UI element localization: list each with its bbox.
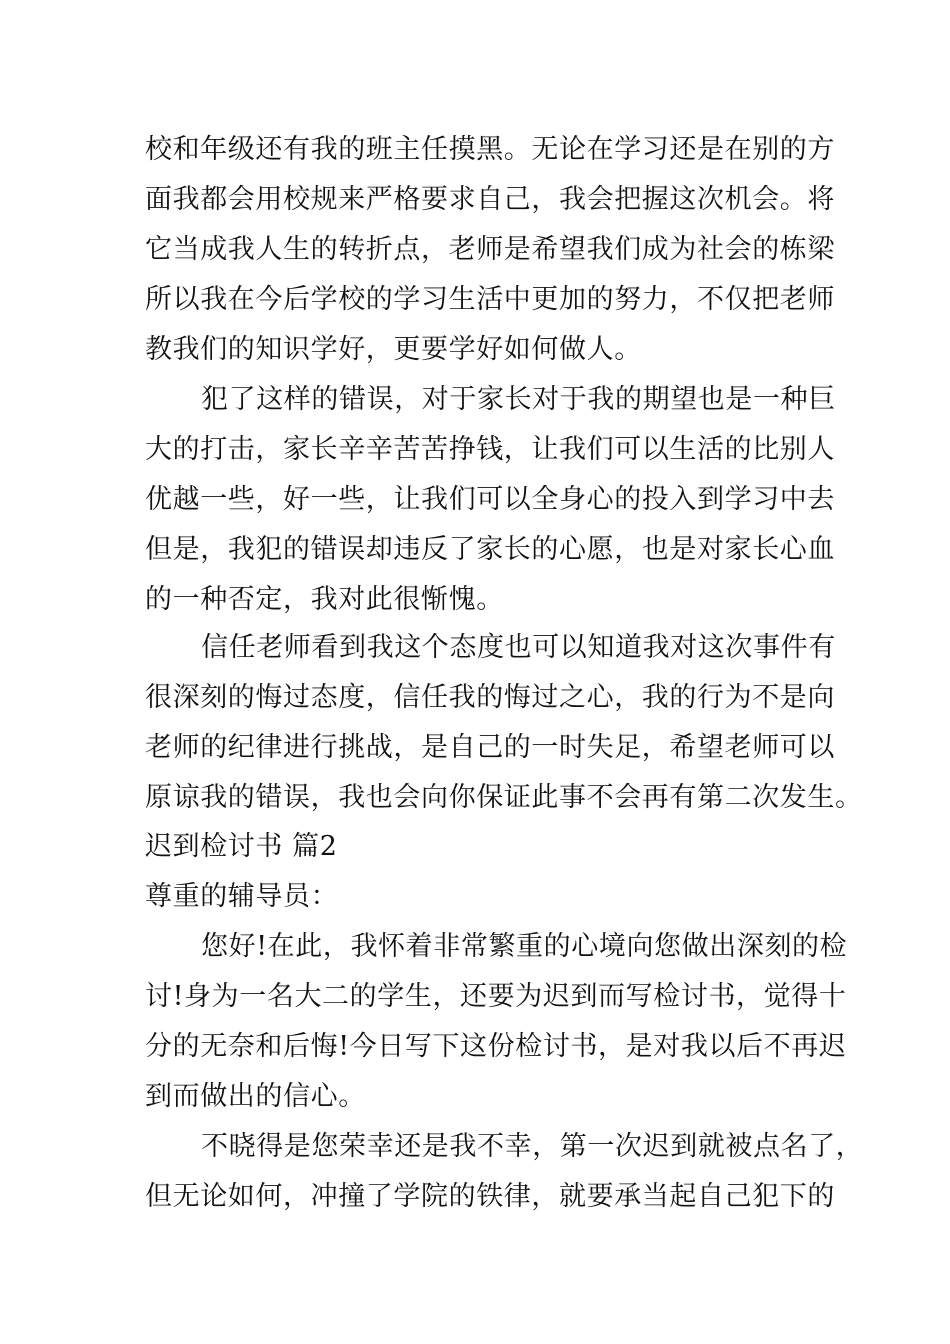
para2-line: 的一种否定，我对此很惭愧。 xyxy=(145,584,504,615)
para2-line: 大的打击，家长辛辛苦苦挣钱，让我们可以生活的比别人 xyxy=(145,434,835,465)
para1-line: 校和年级还有我的班主任摸黑。无论在学习还是在别的方 xyxy=(145,134,835,165)
para1-line: 它当成我人生的转折点，老师是希望我们成为社会的栋梁 xyxy=(145,234,835,265)
para5-line: 但无论如何，冲撞了学院的铁律，就要承当起自己犯下的 xyxy=(145,1181,835,1212)
para3-line: 原谅我的错误，我也会向你保证此事不会再有第二次发生。 xyxy=(145,782,863,813)
para5-line: 不晓得是您荣幸还是我不幸，第一次迟到就被点名了， xyxy=(201,1131,864,1162)
para1-line: 所以我在今后学校的学习生活中更加的努力，不仅把老师 xyxy=(145,284,835,315)
para4-line: 讨!身为一名大二的学生，还要为迟到而写检讨书，觉得十 xyxy=(145,981,847,1012)
para4-line: 到而做出的信心。 xyxy=(145,1081,366,1112)
para2-line: 犯了这样的错误，对于家长对于我的期望也是一种巨 xyxy=(201,384,836,415)
para4-line: 您好!在此，我怀着非常繁重的心境向您做出深刻的检 xyxy=(201,931,848,962)
para4-line: 分的无奈和后悔!今日写下这份检讨书，是对我以后不再迟 xyxy=(145,1031,847,1062)
para3-line: 很深刻的悔过态度，信任我的悔过之心，我的行为不是向 xyxy=(145,682,835,713)
para1-line: 面我都会用校规来严格要求自己，我会把握这次机会。将 xyxy=(145,184,835,215)
para3-line: 信任老师看到我这个态度也可以知道我对这次事件有 xyxy=(201,632,836,663)
para1-line: 教我们的知识学好，更要学好如何做人。 xyxy=(145,334,642,365)
section-heading: 迟到检讨书 篇2 xyxy=(145,831,338,862)
para3-line: 老师的纪律进行挑战，是自己的一时失足，希望老师可以 xyxy=(145,732,835,763)
para2-line: 但是，我犯的错误却违反了家长的心愿，也是对家长心血 xyxy=(145,534,835,565)
salutation: 尊重的辅导员： xyxy=(145,881,339,912)
para2-line: 优越一些，好一些，让我们可以全身心的投入到学习中去 xyxy=(145,484,835,515)
